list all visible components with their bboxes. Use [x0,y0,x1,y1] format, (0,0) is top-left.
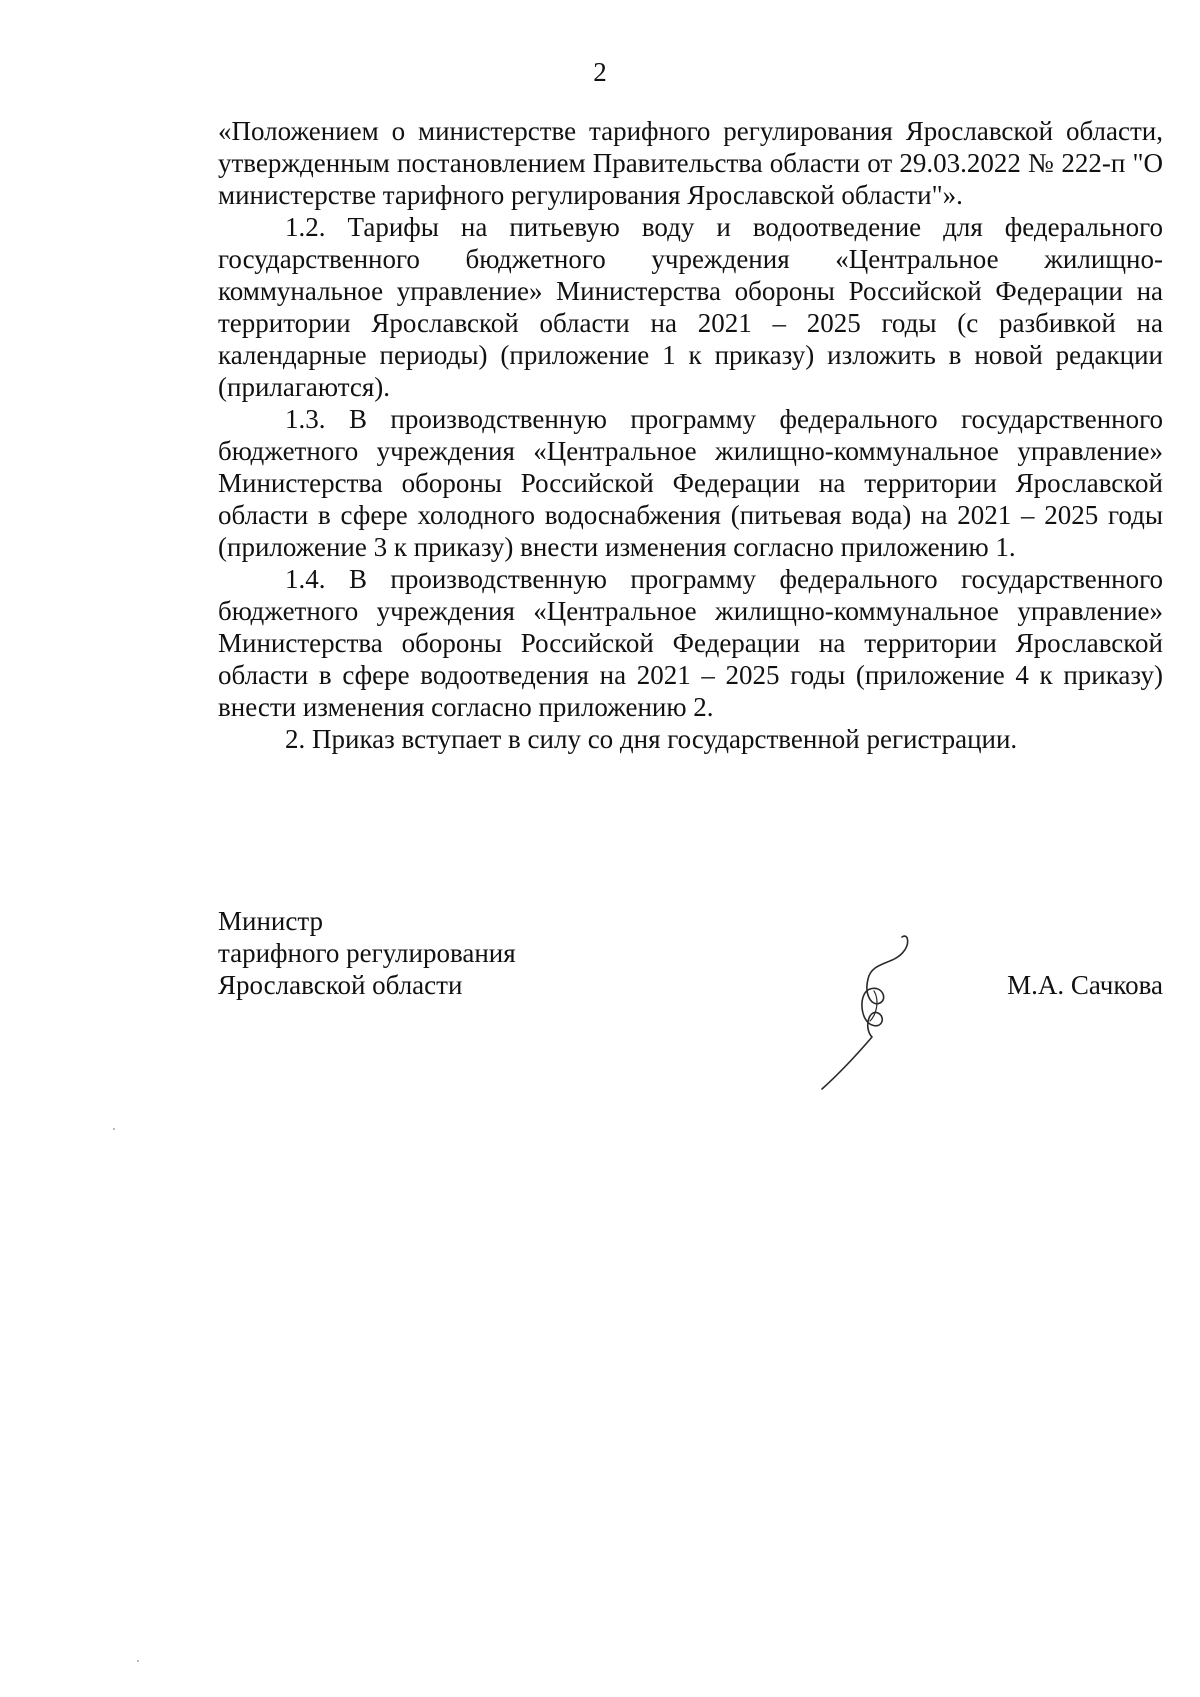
signatory-title-line: тарифного регулирования [218,938,516,968]
signatory-title-line: Министр [218,906,323,936]
signatory-name: М.А. Сачкова [1007,970,1163,1000]
signatory-title [218,905,516,1001]
paragraph-1-4: 1.4. В производственную программу федерального государственного бюджетного учреждения «Центральное жилищно-коммунальное управление» Министерства обороны Российской Федерации на территории Ярославской области в сфере водоотведения на 2021 – 2025 годы (приложение 4 к приказу) внести изменения согласно приложению 2. [218,564,1163,722]
paragraph-1-2: 1.2. Тарифы на питьевую воду и водоотведение для федерального государственного бюджетного учреждения «Центральное жилищно-коммунальное управление» Министерства обороны Российской Федерации на территории Ярославской области на 2021 – 2025 годы (с разбивкой на календарные периоды) (приложение 1 к приказу) изложить в новой редакции (прилагаются). [218,212,1163,402]
page-number: 2 [593,57,607,87]
paragraph-2: 2. Приказ вступает в силу со дня государственной регистрации. [285,724,1018,754]
signature-icon [810,925,930,1095]
signatory-title-line: Ярославской области [218,970,463,1000]
paragraph-continuation: «Положением о министерстве тарифного регулирования Ярославской области, утвержденным постановлением Правительства области от 29.03.2022 № 222-п "О министерстве тарифного регулирования Ярославской области"». [218,116,1163,210]
scan-speck [137,1660,139,1662]
scan-speck [113,1128,115,1130]
document-body [218,115,1163,755]
paragraph-1-3: 1.3. В производственную программу федерального государственного бюджетного учреждения «Центральное жилищно-коммунальное управление» Министерства обороны Российской Федерации на территории Ярославской области в сфере холодного водоснабжения (питьевая вода) на 2021 – 2025 годы (приложение 3 к приказу) внести изменения согласно приложению 1. [218,404,1163,562]
